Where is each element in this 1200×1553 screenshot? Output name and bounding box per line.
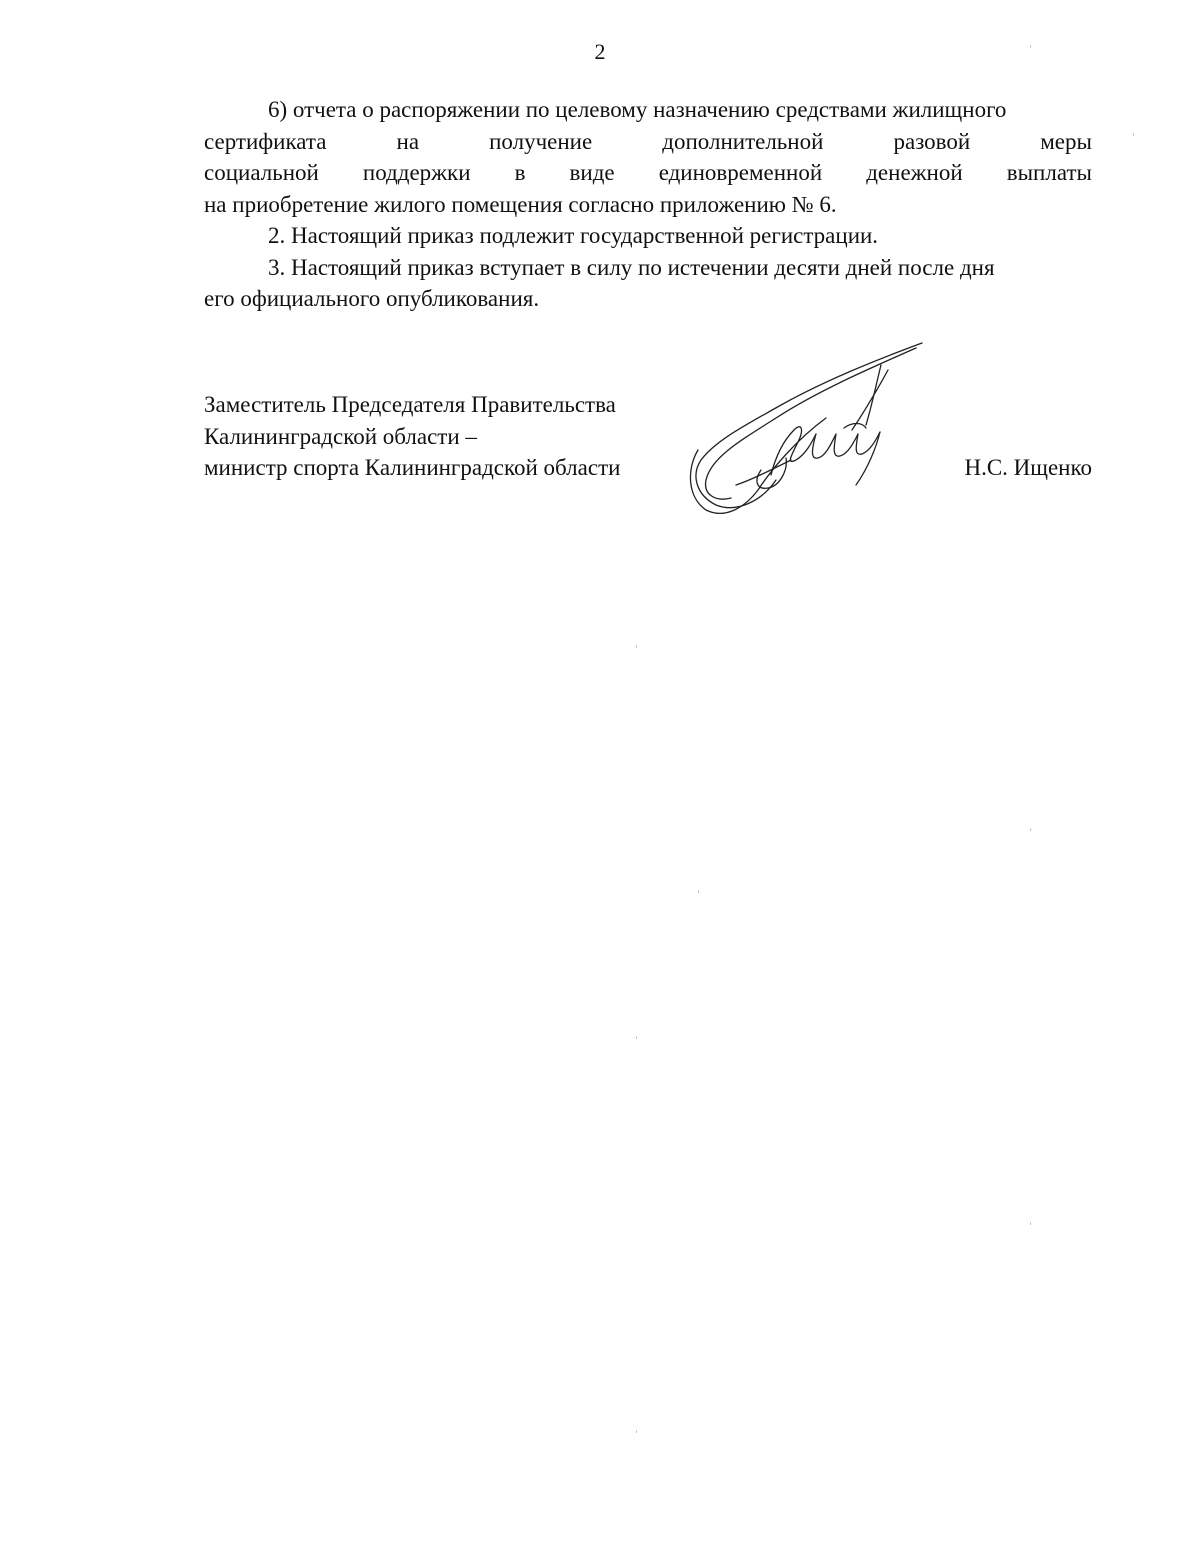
word: на <box>396 128 420 154</box>
word: разовой <box>893 128 971 154</box>
paragraph-item-6 <box>204 94 1092 220</box>
document-body <box>204 94 1092 315</box>
scan-speck <box>1030 45 1031 48</box>
word: денежной <box>866 160 963 185</box>
word: меры <box>1040 128 1092 154</box>
paragraph-item-3 <box>204 252 1092 315</box>
scan-speck <box>636 1036 637 1039</box>
word: получение <box>489 128 593 154</box>
signer-name: Н.С. Ищенко <box>964 455 1092 480</box>
item-6-line-4: на приобретение жилого помещения согласно приложению № 6. <box>204 191 837 217</box>
item-6-line-2 <box>204 126 1092 158</box>
item-6-line-3 <box>204 157 1092 189</box>
scan-speck <box>1030 828 1031 831</box>
item-3-line-2: его официального опубликования. <box>204 286 540 311</box>
word: социальной <box>204 160 319 185</box>
scan-speck <box>636 645 637 648</box>
scan-speck <box>636 1430 637 1433</box>
signer-position-line-1: Заместитель Председателя Правительства <box>204 392 616 417</box>
word: дополнительной <box>662 128 824 154</box>
signer-position <box>204 389 620 484</box>
handwritten-signature-icon <box>676 330 936 530</box>
scan-speck <box>698 890 699 893</box>
item-3-line-1: 3. Настоящий приказ вступает в силу по истечении десяти дней после дня <box>268 254 995 280</box>
item-6-line-1: 6) отчета о распоряжении по целевому назначению средствами жилищного <box>268 97 1007 122</box>
scan-speck <box>1133 133 1134 136</box>
word: в <box>514 160 526 185</box>
word: сертификата <box>204 128 327 154</box>
signer-position-line-3: министр спорта Калининградской области <box>204 455 621 480</box>
paragraph-item-2: 2. Настоящий приказ подлежит государственной регистрации. <box>268 223 879 248</box>
word: выплаты <box>1006 160 1092 185</box>
scan-speck <box>1030 1222 1031 1225</box>
word: виде <box>569 160 615 185</box>
word: единовременной <box>658 160 823 185</box>
word: поддержки <box>362 160 471 185</box>
signer-position-line-2: Калининградской области – <box>204 423 477 449</box>
page-number: 2 <box>594 39 606 64</box>
